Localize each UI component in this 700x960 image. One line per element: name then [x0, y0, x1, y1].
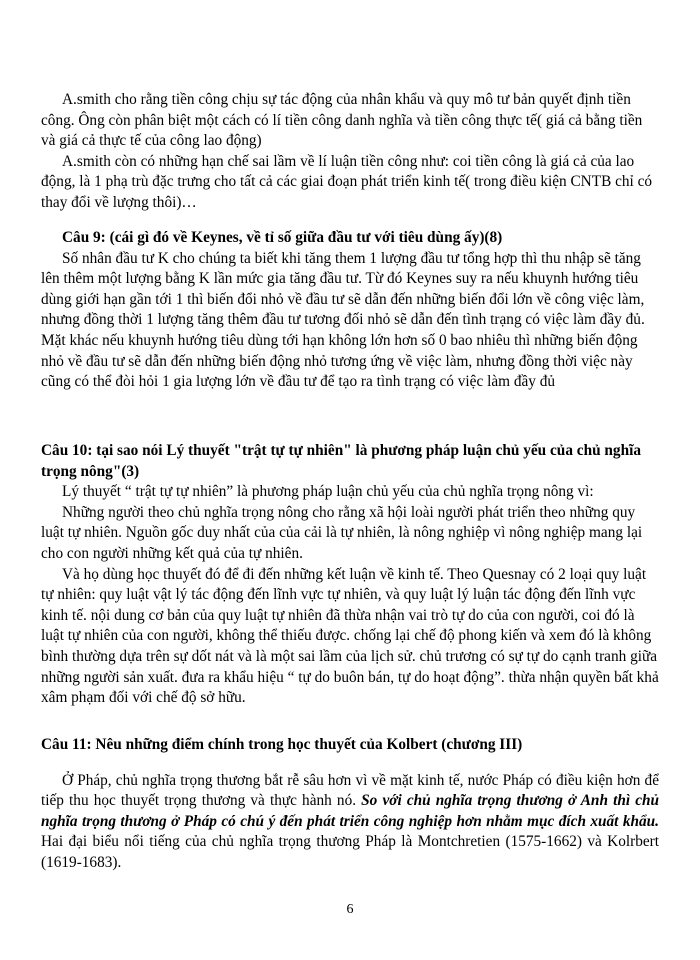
question-9-heading: Câu 9: (cái gì đó về Keynes, về tỉ số giữa đầu tư với tiêu dùng ấy)(8) — [62, 229, 503, 246]
question-11-text-c: Hai đại biểu nổi tiếng của chủ nghĩa trọng thương Pháp là Montchretien (1575-1662) và Kolrbert (1619-1683). — [41, 833, 659, 871]
question-9-answer: Số nhân đầu tư K cho chúng ta biết khi tăng them 1 lượng đầu tư tổng hợp thì thu nhập sẽ tăng lên thêm một lượng bằng K lần mức gia tăng đầu tư. Từ đó Keynes suy ra nếu khuynh hướng tiêu dùng giới hạn gần tới 1 thì biến đổi nhỏ về đầu tư sẽ dẫn đến những biến đổi lớn về công việc làm, nhưng đồng thời 1 lượng tăng thêm đầu tư tương đối nhỏ sẽ dẫn đến tình trạng có việc làm đầy đủ. Mặt khác nếu khuynh hướng tiêu dùng tới hạn không lớn hơn số 0 bao nhiêu thì những biến động nhỏ về đầu tư sẽ dẫn đến những biến động nhỏ tương ứng về việc làm, nhưng đồng thời việc này cũng có thể đòi hỏi 1 gia lượng lớn về đầu tư để tạo ra tình trạng có việc làm đầy đủ — [41, 249, 645, 391]
question-11-heading: Câu 11: Nêu những điểm chính trong học thuyết của Kolbert (chương III) — [41, 736, 523, 753]
intro-block — [41, 90, 659, 214]
question-10-natural-law: Những người theo chủ nghĩa trọng nông cho rằng xã hội loài người phát triển theo những quy luật tự nhiên. Nguồn gốc duy nhất của của cải là tự nhiên, là nông nghiệp vì nông nghiệp mang lại cho con người những kết quả của tự nhiên. — [41, 503, 643, 562]
page-number: 6 — [346, 902, 354, 917]
question-10-heading: Câu 10: tại sao nói Lý thuyết "trật tự tự nhiên" là phương pháp luận chủ yếu của chủ nghĩa trọng nông"(3) — [41, 442, 641, 480]
question-11-answer — [41, 771, 659, 874]
paragraph-smith-limitations: A.smith còn có những hạn chế sai lầm về lí luận tiền công như: coi tiền công là giá cả của lao động, là 1 phạ trù đặc trưng cho tất cả các giai đoạn phát triển kinh tế( trong điều kiện CNTB chỉ có thay đổi về lượng thôi)… — [41, 152, 653, 211]
question-11-block — [41, 735, 659, 874]
question-10-intro: Lý thuyết “ trật tự tự nhiên” là phương pháp luận chủ yếu của chủ nghĩa trọng nông vì: — [62, 483, 594, 501]
question-11-text-a: Ở Pháp, chủ nghĩa trọng thương bắt rễ sâu hơn vì về mặt kinh tế, nước Pháp có điều kiện hơn để tiếp thu học thuyết trọng thương và thực hành nó. — [41, 771, 659, 810]
question-10-block — [41, 441, 659, 709]
question-10-quesnay: Và họ dùng học thuyết đó để đi đến những kết luận về kinh tế. Theo Quesnay có 2 loại quy luật tự nhiên: quy luật vật lý tác động đến lĩnh vực tự nhiên, và quy luật lý luận tác động đến lĩnh vực kinh tế. nội dung cơ bản của quy luật tự nhiên đã thừa nhận vai trò tự do của con người, coi đó là luật tự nhiên của con người, không thể thiếu được. chống lại chế độ phong kiến và xem đó là không bình thường dựa trên sự dốt nát và là một sai lầm của lịch sử. chủ trương có sự tự do cạnh tranh giữa những người sản xuất. đưa ra khẩu hiệu “ tự do buôn bán, tự do hoạt động”. thừa nhận quyền bất khả xâm phạm đối với chế độ sở hữu. — [41, 565, 659, 707]
paragraph-smith-wages: A.smith cho rằng tiền công chịu sự tác động của nhân khẩu và quy mô tư bản quyết định tiền công. Ông còn phân biệt một cách có lí tiền công danh nghĩa và tiền công thực tế( giá cả bằng tiền và giá cả thực tế của công lao động) — [41, 91, 643, 150]
question-11-emphasis: So với chủ nghĩa trọng thương ở Anh thì chủ nghĩa trọng thương ở Pháp có chú ý đến phát triển công nghiệp hơn nhằm mục đích xuất khẩu. — [41, 792, 660, 830]
question-9-block — [41, 228, 659, 393]
